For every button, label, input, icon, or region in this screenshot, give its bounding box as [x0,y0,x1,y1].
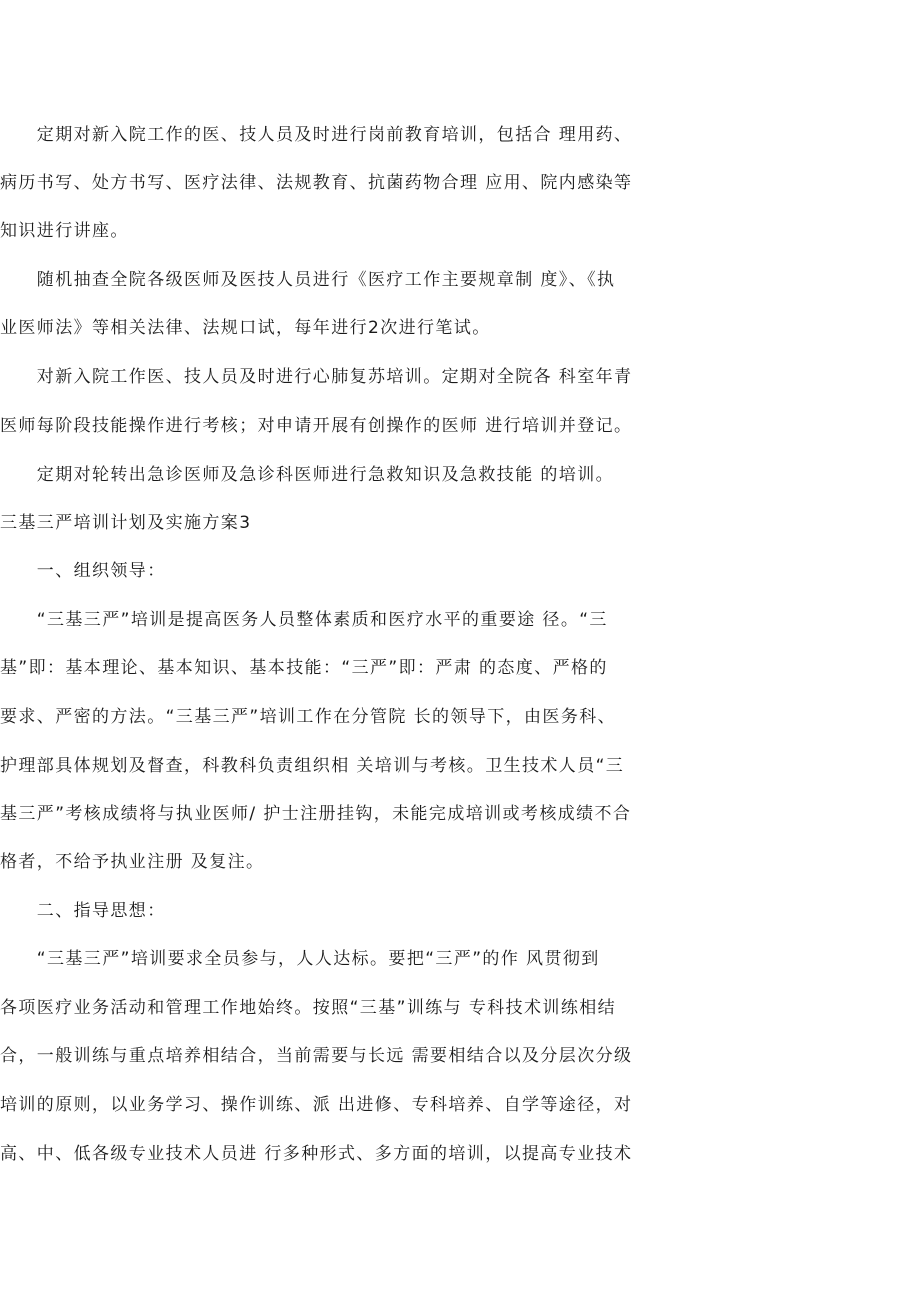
paragraph-line: 知识进行讲座。 [0,221,129,241]
subheading: 一、组织领导： [0,561,166,581]
paragraph-line: 基三严”考核成绩将与执业医师/ 护士注册挂钩，未能完成培训或考核成绩不合 [0,804,632,824]
paragraph-line: 医师每阶段技能操作进行考核；对申请开展有创操作的医师 进行培训并登记。 [0,416,633,436]
paragraph-line: 高、中、低各级专业技术人员进 行多种形式、多方面的培训，以提高专业技术 [0,1144,633,1164]
paragraph-line: 定期对新入院工作的医、技人员及时进行岗前教育培训，包括合 理用药、 [0,125,633,145]
paragraph-line: 要求、严密的方法。“三基三严”培训工作在分管院 长的领导下，由医务科、 [0,707,617,727]
paragraph-line: “三基三严”培训要求全员参与，人人达标。要把“三严”的作 风贯彻到 [0,949,600,969]
paragraph-line: 基”即：基本理论、基本知识、基本技能：“三严”即：严肃 的态度、严格的 [0,658,608,678]
paragraph-line: 合，一般训练与重点培养相结合，当前需要与长远 需要相结合以及分层次分级 [0,1046,633,1066]
paragraph-line: 定期对轮转出急诊医师及急诊科医师进行急救知识及急救技能 的培训。 [0,465,615,485]
section-heading: 三基三严培训计划及实施方案3 [0,513,252,533]
paragraph-line: “三基三严”培训是提高医务人员整体素质和医疗水平的重要途 径。“三 [0,610,608,630]
paragraph-line: 业医师法》等相关法律、法规口试，每年进行2次进行笔试。 [0,318,491,338]
paragraph-line: 对新入院工作医、技人员及时进行心肺复苏培训。定期对全院各 科室年青 [0,367,633,387]
paragraph-line: 各项医疗业务活动和管理工作地始终。按照“三基”训练与 专科技术训练相结 [0,998,617,1018]
subheading: 二、指导思想： [0,901,166,921]
paragraph-line: 培训的原则，以业务学习、操作训练、派 出进修、专科培养、自学等途径，对 [0,1095,633,1115]
paragraph-line: 格者，不给予执业注册 及复注。 [0,852,265,872]
paragraph-line: 病历书写、处方书写、医疗法律、法规教育、抗菌药物合理 应用、院内感染等 [0,173,633,193]
paragraph-line: 随机抽查全院各级医师及医技人员进行《医疗工作主要规章制 度》、《执 [0,270,616,290]
paragraph-line: 护理部具体规划及督查，科教科负责组织相 关培训与考核。卫生技术人员“三 [0,756,625,776]
